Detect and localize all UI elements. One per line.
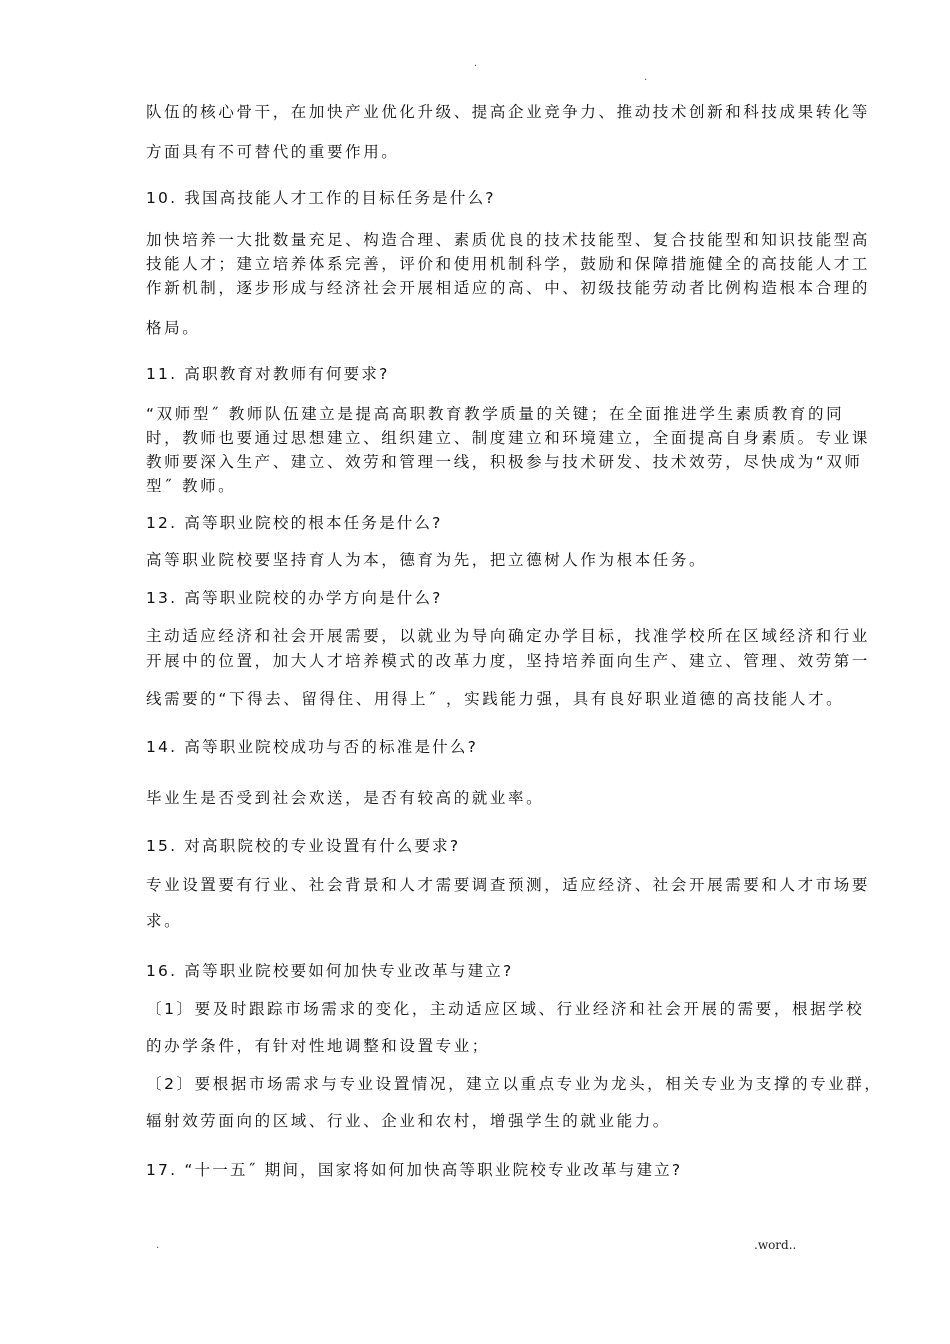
text-line: 〔1〕要及时跟踪市场需求的变化，主动适应区域、行业经济和社会开展的需要，根据学校 (146, 1000, 865, 1018)
text-line: 技能人才；建立培养体系完善，评价和使用机制科学，鼓励和保障措施健全的高技能人才工 (146, 255, 871, 273)
text-line: 队伍的核心骨干，在加快产业优化升级、提高企业竞争力、推动技术创新和科技成果转化等 (146, 103, 871, 121)
text-line: “双师型˝ 教师队伍建立是提高高职教育教学质量的关键；在全面推进学生素质教育的同 (146, 405, 845, 423)
question-heading: 13. 高等职业院校的办学方向是什么? (146, 589, 443, 607)
text-line: 毕业生是否受到社会欢送，是否有较高的就业率。 (146, 789, 545, 807)
text-line: 〔2〕要根据市场需求与专业设置情况，建立以重点专业为龙头，相关专业为支撑的专业群， (146, 1075, 883, 1093)
text-line: 格局。 (146, 319, 201, 337)
footer-word-label: .word.. (754, 1238, 797, 1252)
text-line: 的办学条件，有针对性地调整和设置专业； (146, 1037, 490, 1055)
text-line: 求。 (146, 912, 183, 930)
text-line: 辐射效劳面向的区域、行业、企业和农村，增强学生的就业能力。 (146, 1112, 671, 1130)
header-dot-left: . (474, 58, 478, 69)
text-line: 时，教师也要通过思想建立、组织建立、制度建立和环境建立，全面提高自身素质。专业课 (146, 429, 871, 447)
question-heading: 11. 高职教育对教师有何要求? (146, 365, 390, 383)
text-line: 型˝ 教师。 (146, 477, 237, 495)
question-heading: 14. 高等职业院校成功与否的标准是什么? (146, 738, 479, 756)
text-line: 作新机制，逐步形成与经济社会开展相适应的高、中、初级技能劳动者比例构造根本合理的 (146, 279, 871, 297)
text-line: 方面具有不可替代的重要作用。 (146, 143, 400, 161)
question-heading: 17. “十一五˝ 期间，国家将如何加快高等职业院校专业改革与建立? (146, 1161, 683, 1179)
text-line: 教师要深入生产、建立、效劳和管理一线，积极参与技术研发、技术效劳，尽快成为“双师 (146, 453, 863, 471)
footer-dot-left: . (156, 1240, 160, 1251)
text-line: 专业设置要有行业、社会背景和人才需要调查预测，适应经济、社会开展需要和人才市场要 (146, 876, 871, 894)
question-heading: 12. 高等职业院校的根本任务是什么? (146, 514, 443, 532)
header-dot-right: . (644, 72, 648, 83)
question-heading: 16. 高等职业院校要如何加快专业改革与建立? (146, 962, 514, 980)
text-line: 线需要的“下得去、留得住、用得上˝ ，实践能力强，具有良好职业道德的高技能人才。 (146, 690, 845, 708)
text-line: 主动适应经济和社会开展需要，以就业为导向确定办学目标，找准学校所在区域经济和行业 (146, 627, 871, 645)
text-line: 加快培养一大批数量充足、构造合理、素质优良的技术技能型、复合技能型和知识技能型高 (146, 231, 871, 249)
question-heading: 15. 对高职院校的专业设置有什么要求? (146, 837, 461, 855)
text-line: 高等职业院校要坚持育人为本，德育为先，把立德树人作为根本任务。 (146, 551, 708, 569)
question-heading: 10. 我国高技能人才工作的目标任务是什么? (146, 189, 496, 207)
text-line: 开展中的位置，加大人才培养模式的改革力度，坚持培养面向生产、建立、管理、效劳第一 (146, 652, 871, 670)
